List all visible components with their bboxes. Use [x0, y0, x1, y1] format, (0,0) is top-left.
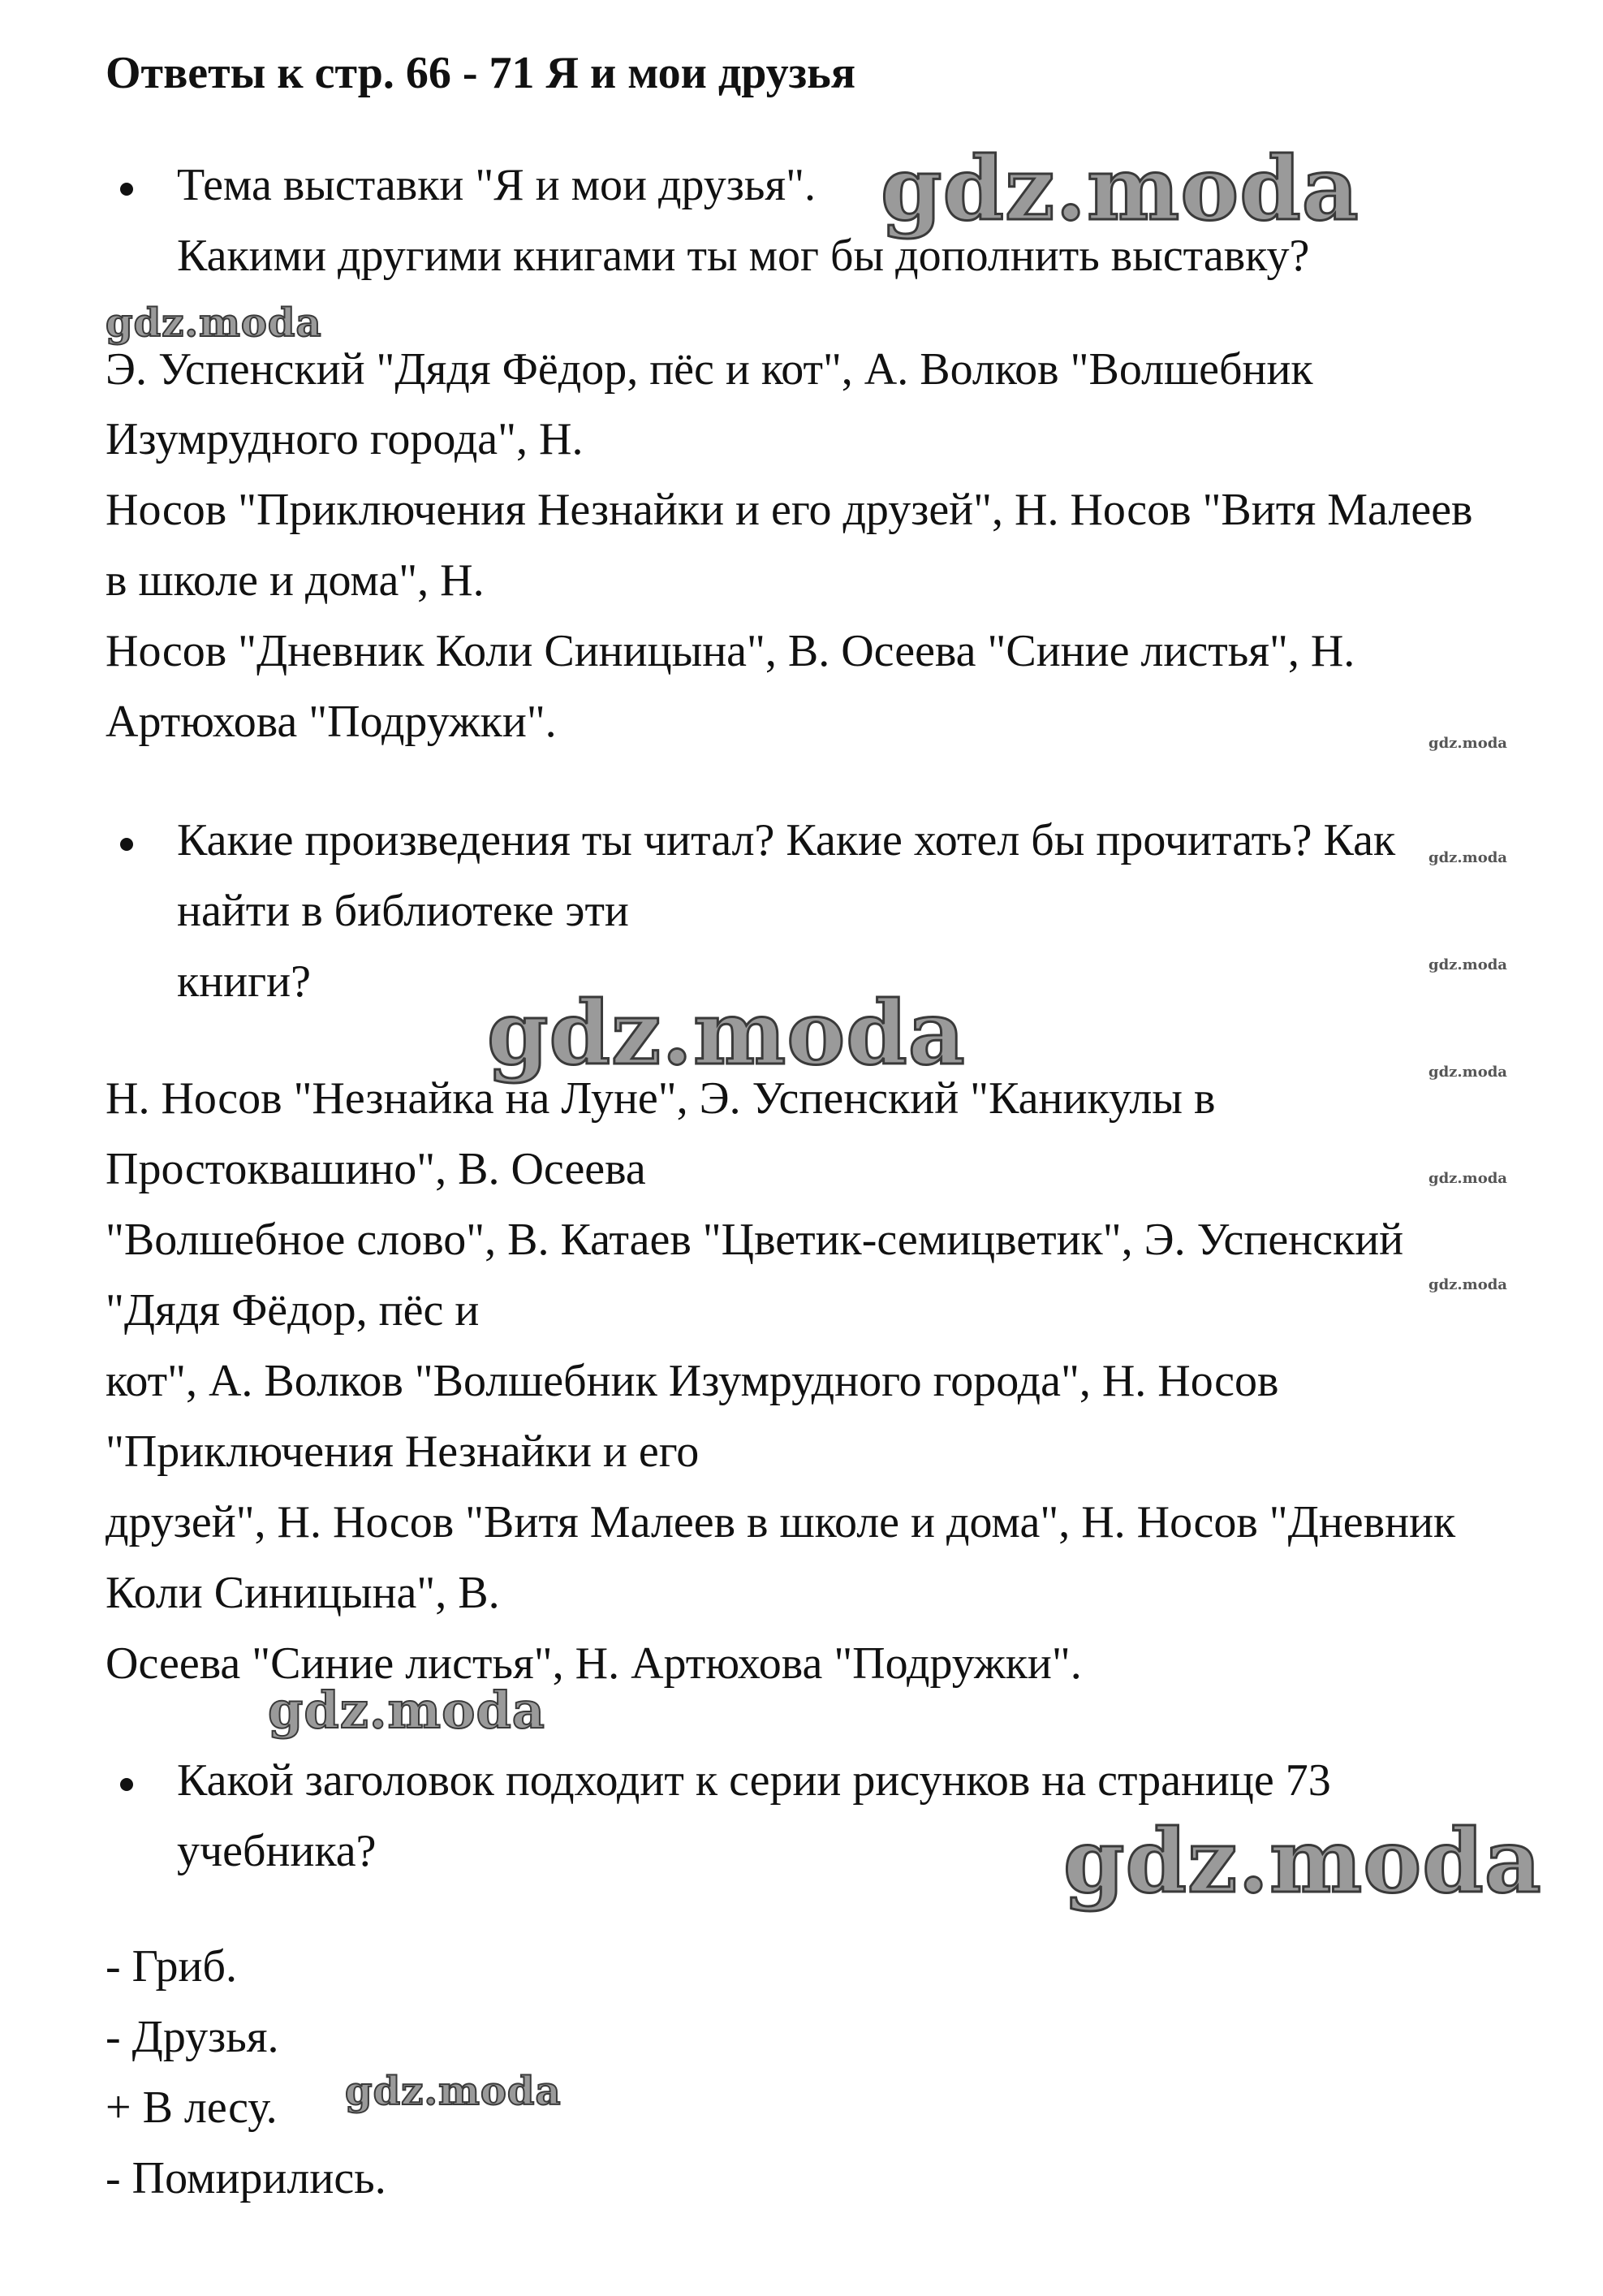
option-item: + В лесу.	[106, 2082, 278, 2133]
watermark-logo: gdz.moda	[1428, 735, 1507, 752]
watermark-logo: gdz.moda	[1063, 1810, 1542, 1913]
option-item: - Друзья.	[106, 2012, 279, 2062]
watermark-logo: gdz.moda	[268, 1681, 545, 1740]
q2-line-3: книги?	[177, 956, 311, 1007]
watermark-logo: gdz.moda	[881, 138, 1360, 240]
watermark-logo: gdz.moda	[345, 2069, 562, 2114]
page-title: Ответы к стр. 66 - 71 Я и мои друзья	[106, 48, 856, 98]
answer-2-line: "Дядя Фёдор, пёс и	[106, 1285, 480, 1336]
watermark-logo: gdz.moda	[106, 300, 322, 346]
answer-2-line: Н. Носов "Незнайка на Луне", Э. Успенский "Каникулы в	[106, 1073, 1216, 1124]
bullet-2	[120, 838, 133, 851]
q2-line-1: Какие произведения ты читал? Какие хотел бы прочитать? Как	[177, 815, 1396, 865]
answer-1-line: Носов "Дневник Коли Синицына", В. Осеева "Синие листья", Н.	[106, 626, 1355, 676]
option-item: - Помирились.	[106, 2153, 386, 2203]
q3-line-1: Какой заголовок подходит к серии рисунков на странице 73	[177, 1755, 1331, 1806]
answer-2-line: друзей", Н. Носов "Витя Малеев в школе и дома", Н. Носов "Дневник	[106, 1497, 1456, 1547]
bullet-1	[120, 183, 133, 196]
answer-2-line: Коли Синицына", В.	[106, 1568, 500, 1618]
answer-1-line: в школе и дома", Н.	[106, 555, 485, 606]
watermark-logo: gdz.moda	[1428, 1064, 1507, 1081]
answer-2-line: Осеева "Синие листья", Н. Артюхова "Подружки".	[106, 1638, 1082, 1689]
answer-2-line: кот", А. Волков "Волшебник Изумрудного города", Н. Носов	[106, 1356, 1279, 1406]
q1-line-2: Какими другими книгами ты мог бы дополнить выставку?	[177, 231, 1310, 281]
answer-2-line: Простоквашино", В. Осеева	[106, 1144, 646, 1194]
watermark-logo: gdz.moda	[1428, 1276, 1507, 1293]
answer-2-line: "Волшебное слово", В. Катаев "Цветик-семицветик", Э. Успенский	[106, 1215, 1404, 1265]
answer-1-line: Носов "Приключения Незнайки и его друзей", Н. Носов "Витя Малеев	[106, 485, 1473, 535]
watermark-logo: gdz.moda	[1428, 849, 1507, 866]
q1-line-1: Тема выставки "Я и мои друзья".	[177, 160, 817, 210]
q2-line-2: найти в библиотеке эти	[177, 886, 629, 936]
bullet-3	[120, 1778, 133, 1791]
q3-line-2: учебника?	[177, 1826, 377, 1876]
answer-1-line: Артюхова "Подружки".	[106, 697, 557, 747]
answer-1-line: Э. Успенский "Дядя Фёдор, пёс и кот", А. Волков "Волшебник	[106, 344, 1313, 395]
answer-1-line: Изумрудного города", Н.	[106, 414, 584, 464]
option-item: - Гриб.	[106, 1941, 237, 1992]
watermark-logo: gdz.moda	[1428, 956, 1507, 973]
watermark-logo: gdz.moda	[1428, 1170, 1507, 1187]
answer-2-line: "Приключения Незнайки и его	[106, 1426, 700, 1477]
watermark-logo: gdz.moda	[487, 982, 966, 1085]
